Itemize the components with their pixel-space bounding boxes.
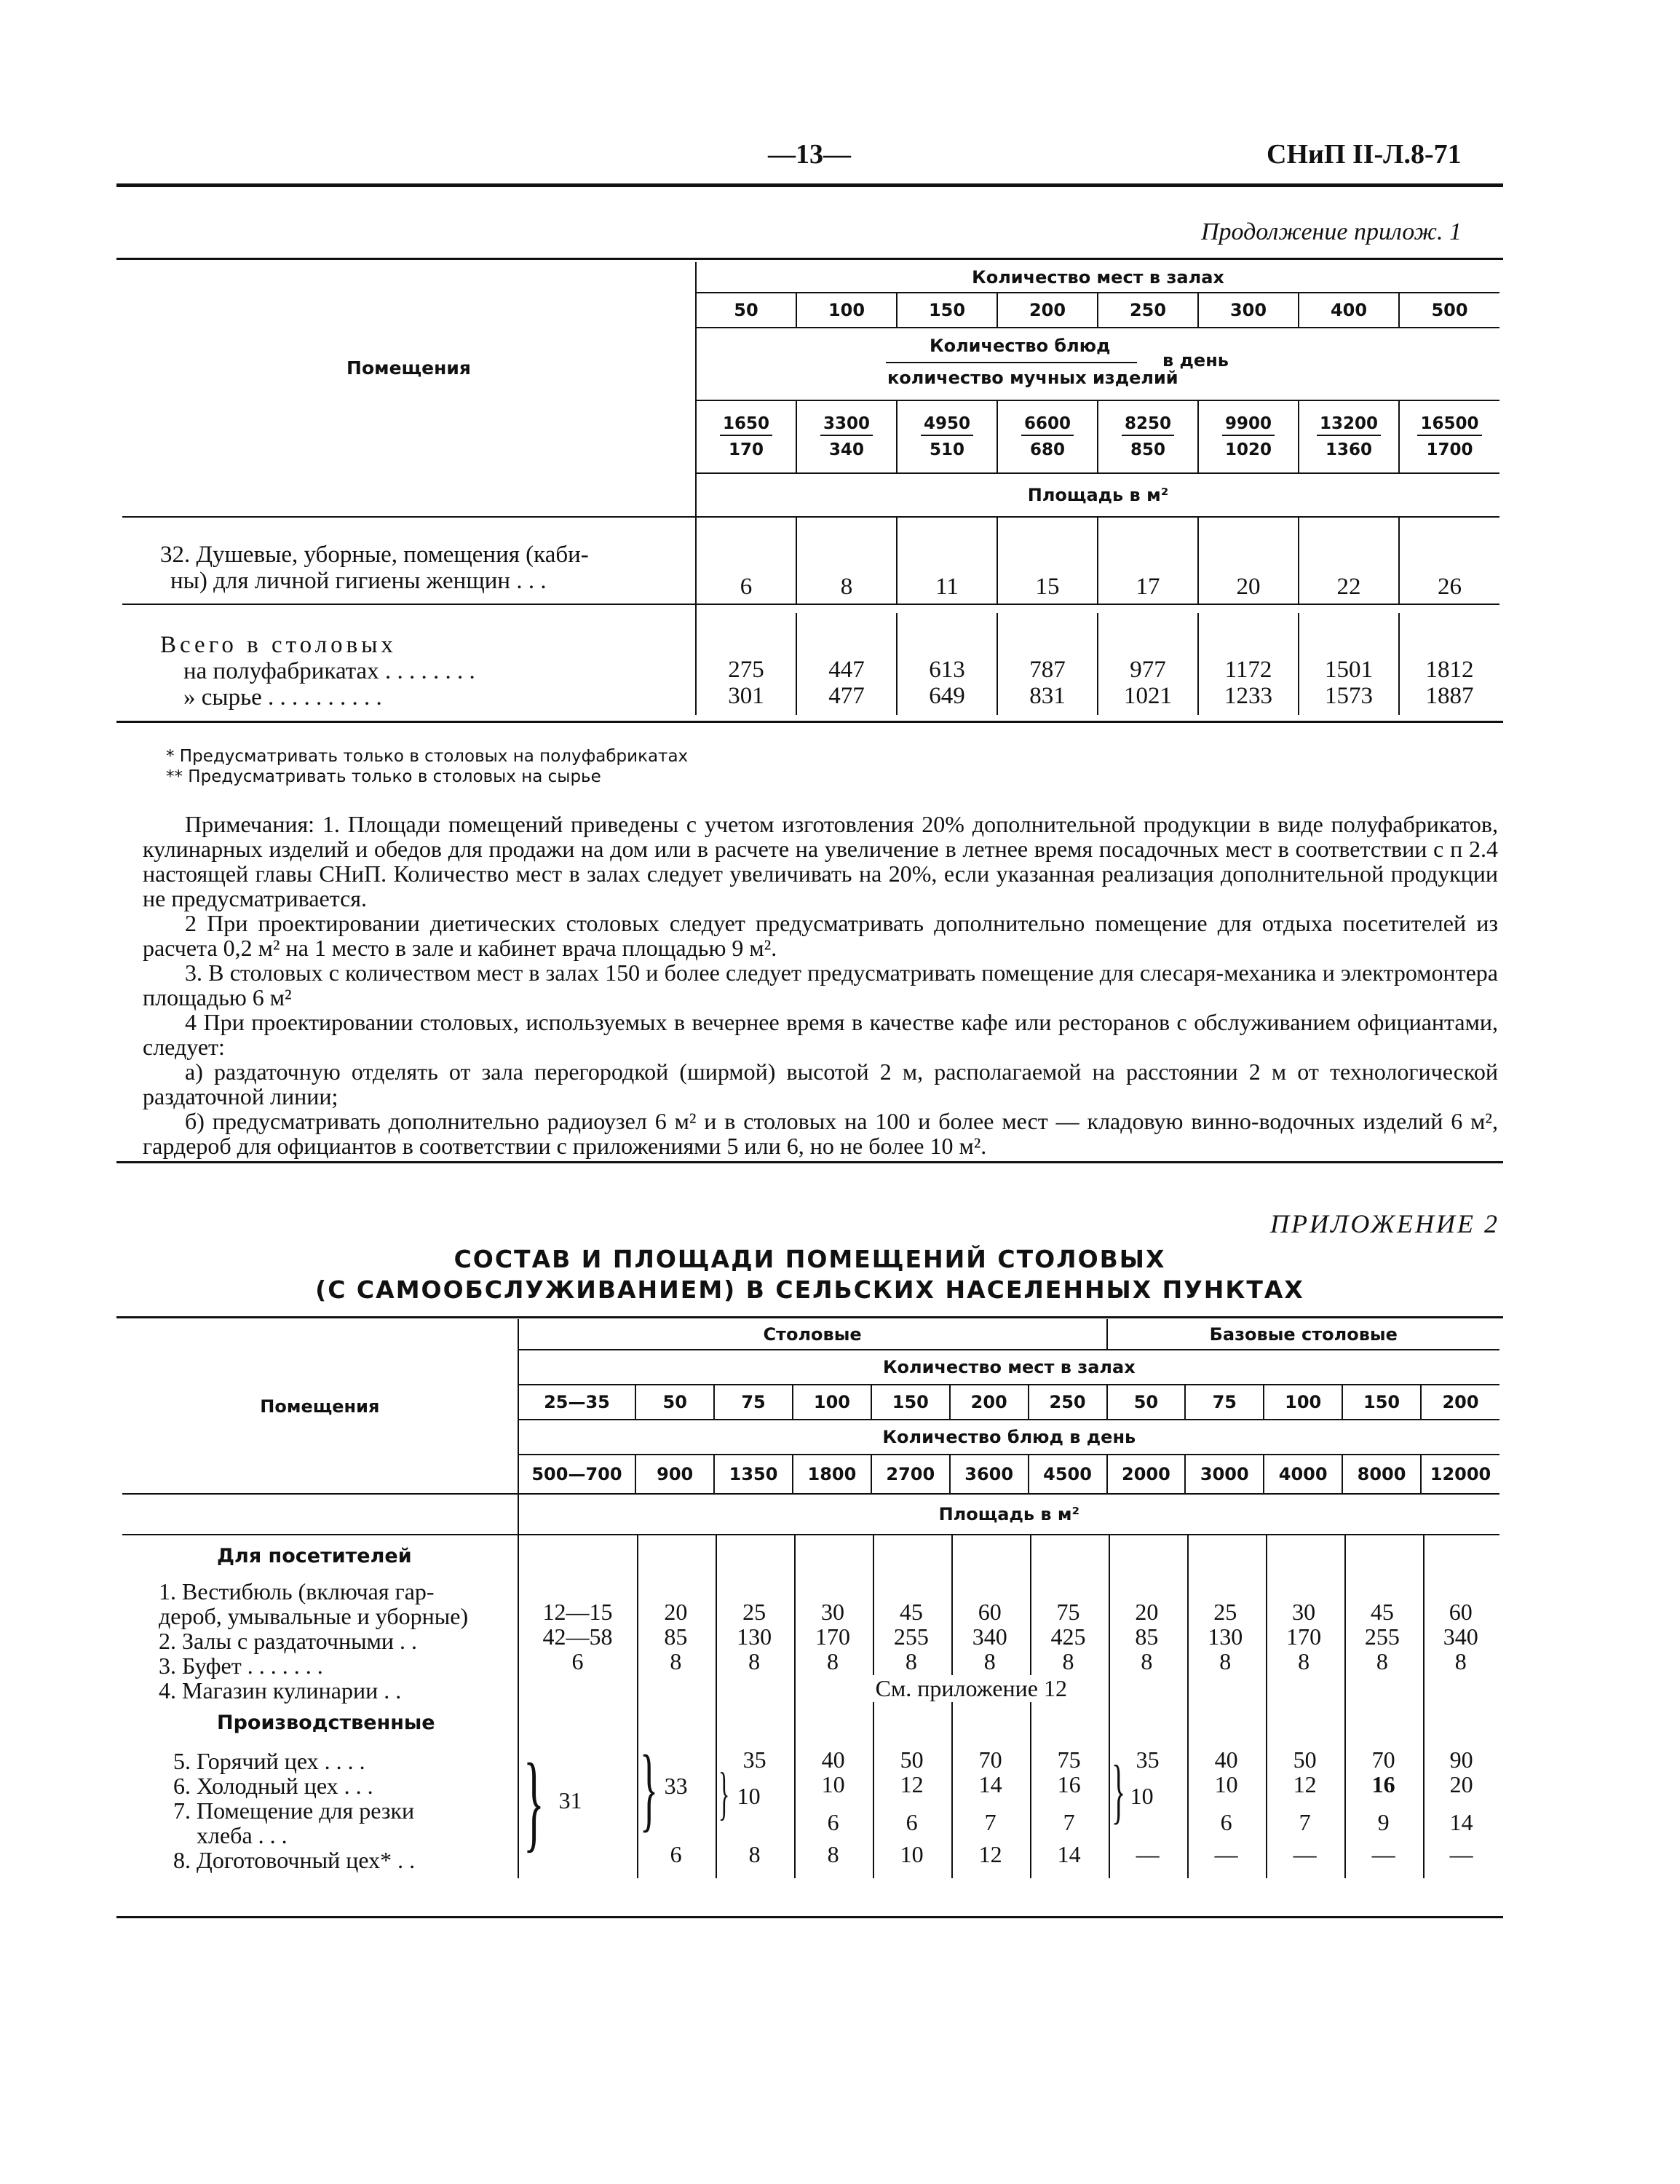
r5-value: 40	[1214, 1746, 1238, 1773]
total-semi-value: 613	[929, 657, 965, 683]
dishes-value: 6600	[1021, 414, 1074, 436]
r8-value: —	[1449, 1841, 1473, 1867]
page-number: —13—	[768, 139, 851, 170]
merged-33: 33	[664, 1773, 688, 1799]
flour-value: 170	[728, 440, 764, 459]
total-raw-label: » сырье . . . . . . . . . .	[183, 684, 382, 711]
flour-value: 1700	[1426, 440, 1473, 459]
r8-value: 12	[978, 1841, 1002, 1867]
total-semi-label: на полуфабрикатах . . . . . . . .	[183, 658, 475, 684]
row-hot-shop: 5. Горячий цех . . . .	[173, 1748, 365, 1774]
r3-value: 6	[571, 1648, 584, 1674]
seat-cell: 50	[635, 1385, 714, 1420]
r7-value: 14	[1449, 1809, 1473, 1835]
section-production: Производственные	[217, 1712, 435, 1734]
table2-dishes-title: Количество блюд в день	[518, 1420, 1499, 1455]
r1-value: 60	[978, 1599, 1002, 1625]
total-raw-value: 477	[828, 683, 865, 709]
table2-area-label: Площадь в м²	[518, 1494, 1499, 1535]
note-2: 2 При проектировании диетических столовых следует предусматривать дополнительно помещение для отдыха посетителей из расчета 0,2 м² на 1 место в зале и кабинет врача площадью 9 м².	[143, 910, 1498, 961]
r1-value: 25	[1213, 1599, 1237, 1625]
total-raw-value: 649	[929, 683, 965, 709]
seat-cell: 50	[1107, 1385, 1186, 1420]
r8-value: 8	[748, 1841, 761, 1867]
seat-cell: 300	[1198, 293, 1299, 328]
r7-value: 6	[906, 1809, 918, 1835]
r8-value: —	[1136, 1841, 1160, 1867]
r3-value: 8	[827, 1648, 839, 1674]
row-finishing-shop: 8. Доготовочный цех* . .	[173, 1847, 416, 1873]
total-semi-value: 1501	[1325, 657, 1373, 683]
dishes-cell: 500—700	[518, 1455, 636, 1494]
appendix2-title-1: СОСТАВ И ПЛОЩАДИ ПОМЕЩЕНИЙ СТОЛОВЫХ	[453, 1245, 1166, 1273]
appendix2-label: ПРИЛОЖЕНИЕ 2	[1270, 1209, 1499, 1238]
r1-value: 45	[1370, 1599, 1394, 1625]
table2-col-header: Помещения	[122, 1319, 518, 1494]
r7-value: 6	[1220, 1809, 1232, 1835]
r6-value: 20	[1449, 1771, 1473, 1797]
brace-icon: }	[639, 1736, 658, 1841]
production-block	[122, 1706, 1499, 1878]
dishes-fraction-den: количество мучных изделий	[887, 368, 1178, 388]
r8-value: —	[1371, 1841, 1395, 1867]
flour-value: 1020	[1224, 440, 1272, 459]
r7-value: 7	[1063, 1809, 1075, 1835]
table2	[122, 1319, 1499, 1878]
total-raw-value: 1887	[1425, 683, 1474, 709]
row32-value: 20	[1198, 517, 1299, 604]
row32-value: 22	[1299, 517, 1399, 604]
seat-cell: 100	[793, 1385, 871, 1420]
dishes-cell: 4000	[1264, 1455, 1342, 1494]
dishes-cell: 2000	[1107, 1455, 1186, 1494]
r7-value: 7	[984, 1809, 996, 1835]
dishes-value: 1650	[720, 414, 772, 436]
dishes-cell: 1350	[714, 1455, 793, 1494]
continuation-note: Продолжение прилож. 1	[1201, 218, 1462, 245]
total-semi-value: 787	[1029, 657, 1066, 683]
dishes-value: 9900	[1222, 414, 1275, 436]
row32-value: 6	[696, 517, 796, 604]
table1-total-row	[122, 613, 1499, 715]
r5-value: 35	[1136, 1746, 1160, 1773]
r1-value: 12—15	[542, 1599, 613, 1625]
r6-value: 12	[900, 1771, 924, 1797]
seat-cell: 200	[950, 1385, 1029, 1420]
r5-value: 70	[978, 1746, 1002, 1773]
dishes-value: 8250	[1122, 414, 1174, 436]
r3-value: 8	[1454, 1648, 1467, 1674]
r6-value: 12	[1293, 1771, 1317, 1797]
flour-value: 680	[1029, 440, 1065, 459]
flour-value: 850	[1130, 440, 1165, 459]
table1-area-label: Площадь в м²	[696, 473, 1499, 517]
dishes-cell: 12000	[1421, 1455, 1499, 1494]
seat-cell: 50	[696, 293, 796, 328]
dishes-value: 4950	[921, 414, 973, 436]
note-4a: а) раздаточную отделять от зала перегородкой (ширмой) высотой 2 м, располагаемой на расстоянии 2 м от технологической раздаточной линии;	[143, 1059, 1498, 1109]
group-base-canteens: Базовые столовые	[1209, 1324, 1398, 1345]
total-raw-value: 1021	[1124, 683, 1172, 709]
r1-value: 45	[899, 1599, 923, 1625]
r3-value: 8	[1219, 1648, 1232, 1674]
appendix2-title-2: (С САМООБСЛУЖИВАНИЕМ) В СЕЛЬСКИХ НАСЕЛЕННЫХ ПУНКТАХ	[315, 1275, 1304, 1304]
r3-value: 8	[1141, 1648, 1153, 1674]
seat-cell: 100	[796, 293, 897, 328]
r2-value: 255	[1364, 1623, 1400, 1650]
r8-value: —	[1214, 1841, 1238, 1867]
total-semi-value: 447	[828, 657, 865, 683]
dishes-value: 13200	[1317, 414, 1381, 436]
r5-value: 75	[1057, 1746, 1081, 1773]
row-bread-1: 7. Помещение для резки	[173, 1797, 415, 1824]
dishes-cell: 8000	[1342, 1455, 1421, 1494]
dishes-cell: 1800	[793, 1455, 871, 1494]
r5-value: 70	[1371, 1746, 1395, 1773]
note-4: 4 При проектировании столовых, используемых в вечернее время в качестве кафе или ресторанов с обслуживанием официантами, следует:	[143, 1009, 1498, 1060]
dishes-cell: 4500	[1029, 1455, 1107, 1494]
per-day-label: в день	[1162, 350, 1229, 371]
section-visitors: Для посетителей	[217, 1545, 412, 1567]
seat-cell: 75	[1185, 1385, 1264, 1420]
merged-10a: 10	[737, 1783, 761, 1809]
r2-value: 130	[737, 1623, 772, 1650]
r7-value: 7	[1299, 1809, 1311, 1835]
row-vestibule-1: 1. Вестибюль (включая гар-	[159, 1578, 435, 1605]
footnotes	[166, 746, 688, 787]
row-bread-2: хлеба . . .	[197, 1822, 288, 1848]
row32-value: 11	[897, 517, 997, 604]
seat-cell: 250	[1098, 293, 1198, 328]
dishes-cell: 3600	[950, 1455, 1029, 1494]
flour-value: 1360	[1325, 440, 1372, 459]
r2-value: 42—58	[542, 1623, 613, 1650]
table1-bottom-rule	[116, 721, 1503, 723]
total-raw-value: 1233	[1224, 683, 1272, 709]
brace-icon: }	[718, 1762, 730, 1826]
table1-top-rule	[116, 258, 1503, 260]
r3-value: 8	[983, 1648, 996, 1674]
r8-value: 14	[1057, 1841, 1081, 1867]
table1-seats-title: Количество мест в залах	[696, 262, 1499, 293]
row32-value: 17	[1098, 517, 1198, 604]
table1-col-header: Помещения	[122, 262, 696, 473]
seat-cell: 500	[1431, 300, 1468, 320]
total-semi-value: 977	[1130, 657, 1166, 683]
r2-value: 170	[815, 1623, 851, 1650]
dishes-fraction-num: Количество блюд	[930, 336, 1111, 356]
flour-value: 340	[828, 440, 864, 459]
r8-value: —	[1293, 1841, 1317, 1867]
r3-value: 8	[905, 1648, 917, 1674]
seat-cell: 75	[714, 1385, 793, 1420]
footnote-1: * Предусматривать только в столовых на полуфабрикатах	[166, 747, 689, 766]
r1-value: 25	[742, 1599, 766, 1625]
table1-row-32	[122, 517, 1499, 604]
note-1: Примечания: 1. Площади помещений приведены с учетом изготовления 20% дополнительной продукции в виде полуфабрикатов, кулинарных изделий и обедов для продажи на дом или в расчете на увеличение в летнее время посадочных мест в соответствии с п 2.4 настоящей главы СНиП. Количество мест в залах следует увеличивать на 20%, если указанная реализация дополнительной продукции не предусматривается.	[143, 811, 1498, 911]
visitors-block	[122, 1535, 1499, 1706]
dishes-cell: 3000	[1185, 1455, 1264, 1494]
r1-value: 30	[821, 1599, 845, 1625]
seat-cell: 200	[1421, 1385, 1499, 1420]
dishes-cell: 900	[635, 1455, 714, 1494]
r3-value: 8	[1376, 1648, 1388, 1674]
table1	[122, 262, 1499, 715]
brace-icon: }	[523, 1741, 544, 1862]
row32-value: 15	[997, 517, 1098, 604]
r6-value: 16	[1057, 1771, 1081, 1797]
row32-label-1: 32. Душевые, уборные, помещения (каби-	[160, 542, 589, 568]
seat-cell: 25—35	[518, 1385, 636, 1420]
r7-value: 6	[827, 1809, 839, 1835]
r5-value: 90	[1449, 1746, 1473, 1773]
r3-value: 8	[1298, 1648, 1310, 1674]
merged-31: 31	[558, 1787, 582, 1813]
r1-value: 30	[1292, 1599, 1316, 1625]
r7-value: 9	[1377, 1809, 1390, 1835]
dishes-cell: 2700	[871, 1455, 950, 1494]
r2-value: 340	[972, 1623, 1007, 1650]
seat-cell: 150	[1342, 1385, 1421, 1420]
r2-value: 425	[1050, 1623, 1086, 1650]
r5-value: 50	[900, 1746, 924, 1773]
notes-bottom-rule	[116, 1161, 1503, 1163]
total-semi-value: 1812	[1425, 657, 1474, 683]
seat-cell: 150	[897, 293, 997, 328]
r3-value: 8	[1062, 1648, 1074, 1674]
r8-value: 6	[670, 1841, 682, 1867]
header-rule	[116, 183, 1503, 187]
row-buffet: 3. Буфет . . . . . . .	[159, 1653, 323, 1679]
r2-value: 340	[1443, 1623, 1478, 1650]
r2-value: 85	[664, 1623, 688, 1650]
total-raw-value: 301	[728, 683, 764, 709]
seat-cell: 150	[871, 1385, 950, 1420]
row-shop: 4. Магазин кулинарии . .	[159, 1677, 402, 1704]
table2-seats-title: Количество мест в залах	[518, 1350, 1499, 1385]
r8-value: 10	[900, 1841, 924, 1867]
note-4b: б) предусматривать дополнительно радиоузел 6 м² и в столовых на 100 и более мест — кладовую винно-водочных изделий 6 м², гардероб для официантов в соответствии с приложениями 5 или 6, но не более 10 м².	[143, 1108, 1498, 1159]
row-vestibule-2: дероб, умывальные и уборные)	[159, 1603, 469, 1629]
row32-value: 8	[796, 517, 897, 604]
r3-value: 8	[748, 1648, 761, 1674]
r2-value: 85	[1135, 1623, 1159, 1650]
r5-value: 40	[821, 1746, 845, 1773]
brace-icon: }	[1111, 1750, 1125, 1831]
seat-cell: 400	[1299, 293, 1399, 328]
r1-value: 75	[1056, 1599, 1080, 1625]
dishes-value: 3300	[820, 414, 873, 436]
dishes-value: 16500	[1417, 414, 1481, 436]
r6-value: 10	[1214, 1771, 1238, 1797]
row-halls: 2. Залы с раздаточными . .	[159, 1628, 417, 1654]
r6-value: 10	[821, 1771, 845, 1797]
r6-value: 16	[1371, 1771, 1395, 1797]
r2-value: 130	[1208, 1623, 1243, 1650]
note-3: 3. В столовых с количеством мест в залах 150 и более следует предусматривать помещение для слесаря-механика и электромонтера площадью 6 м²	[143, 960, 1498, 1010]
r2-value: 170	[1286, 1623, 1322, 1650]
see-appendix-12: См. приложение 12	[868, 1675, 1074, 1702]
seat-cell: 100	[1264, 1385, 1342, 1420]
total-label: Всего в столовых	[160, 632, 397, 658]
seat-cell: 200	[997, 293, 1098, 328]
total-semi-value: 1172	[1224, 657, 1272, 683]
notes	[143, 812, 1498, 1158]
dishes-fraction-line	[886, 362, 1137, 363]
row-cold-shop: 6. Холодный цех . . .	[173, 1773, 373, 1799]
footnote-2: ** Предусматривать только в столовых на сырье	[166, 767, 601, 786]
r8-value: 8	[827, 1841, 839, 1867]
flour-value: 510	[929, 440, 964, 459]
r5-value: 50	[1293, 1746, 1317, 1773]
table2-top-rule	[116, 1316, 1503, 1318]
total-semi-value: 275	[728, 657, 764, 683]
table2-bottom-rule	[116, 1916, 1503, 1918]
r5-value: 35	[742, 1746, 766, 1773]
total-raw-value: 1573	[1325, 683, 1373, 709]
r1-value: 60	[1449, 1599, 1473, 1625]
merged-10b: 10	[1130, 1783, 1154, 1809]
r2-value: 255	[893, 1623, 929, 1650]
row32-label-2: ны) для личной гигиены женщин . . .	[170, 568, 547, 594]
total-raw-value: 831	[1029, 683, 1066, 709]
seat-cell: 250	[1029, 1385, 1107, 1420]
r1-value: 20	[1135, 1599, 1159, 1625]
r1-value: 20	[664, 1599, 688, 1625]
r3-value: 8	[670, 1648, 682, 1674]
document-code: СНиП II-Л.8-71	[1267, 139, 1462, 170]
r6-value: 14	[978, 1771, 1002, 1797]
row32-value: 26	[1438, 574, 1462, 600]
group-canteens: Столовые	[518, 1319, 1107, 1350]
